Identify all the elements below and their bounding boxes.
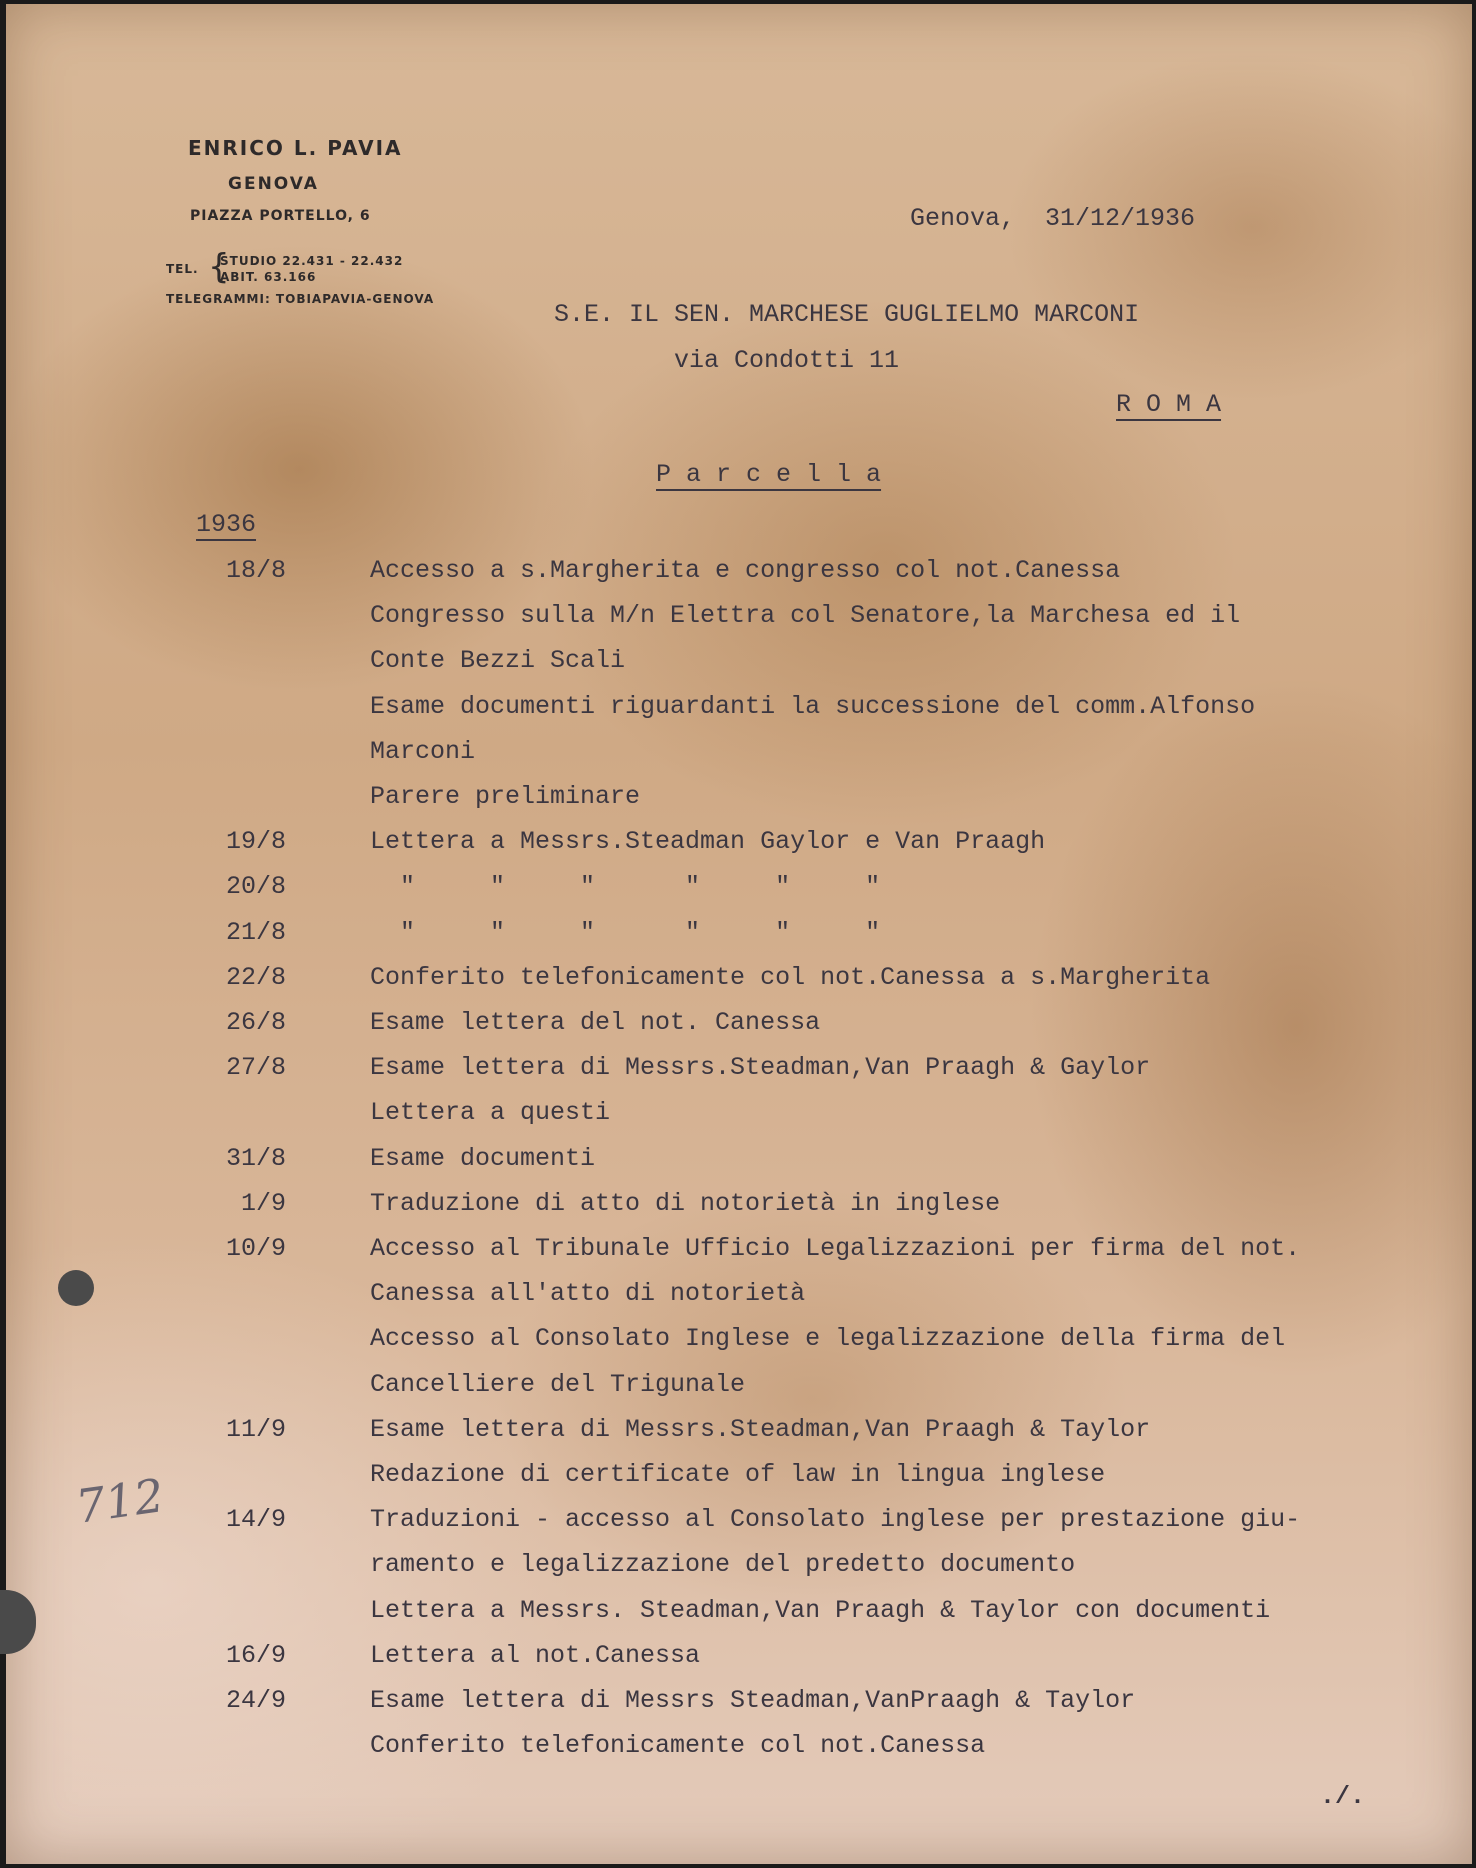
entry-text: Accesso a s.Margherita e congresso col not.Canessa [370,556,1121,585]
entry-text: Accesso al Tribunale Ufficio Legalizzazioni per firma del not. [370,1234,1301,1263]
pencil-note: 712 [72,1468,168,1534]
entry-date: 18/8 [225,556,286,585]
entry-text: Lettera a Messrs. Steadman,Van Praagh & Taylor con documenti [370,1596,1271,1625]
entry-text: Marconi [370,737,476,766]
entry-text: Canessa all'atto di notorietà [370,1279,806,1308]
entry-date: 26/8 [225,1008,286,1037]
letterhead-city: GENOVA [228,174,319,194]
letterhead-brace-icon: { [208,247,231,287]
entry-text: Cancelliere del Trigunale [370,1370,746,1399]
entry-date: 22/8 [225,963,286,992]
entry-text: Lettera al not.Canessa [370,1641,701,1670]
entry-text: Traduzioni - accesso al Consolato inglese per prestazione giu- [370,1505,1301,1534]
entry-date: 20/8 [225,872,286,901]
document-title: P a r c e l l a [656,460,882,489]
entry-text: Accesso al Consolato Inglese e legalizzazione della firma del [370,1324,1286,1353]
entry-text: Conferito telefonicamente col not.Canessa [370,1731,986,1760]
punch-hole-top [58,1270,94,1306]
entry-date: 21/8 [225,918,286,947]
entry-date: 27/8 [225,1053,286,1082]
entry-text: Parere preliminare [370,782,641,811]
entry-text: Conte Bezzi Scali [370,646,626,675]
year-heading: 1936 [196,510,257,539]
entry-date: 14/9 [225,1505,286,1534]
entry-text: " " " " " " [370,918,881,947]
entry-text: Conferito telefonicamente col not.Canessa a s.Margherita [370,963,1211,992]
entry-text: Esame lettera di Messrs Steadman,VanPraagh & Taylor [370,1686,1136,1715]
entry-date: 16/9 [225,1641,286,1670]
entry-date: 19/8 [225,827,286,856]
entry-date: 24/9 [225,1686,286,1715]
entry-text: Congresso sulla M/n Elettra col Senatore,la Marchesa ed il [370,601,1241,630]
recipient-city: R O M A [1116,390,1222,419]
entry-text: Traduzione di atto di notorietà in inglese [370,1189,1001,1218]
entry-text: " " " " " " [370,872,881,901]
place-date: Genova, 31/12/1936 [910,204,1196,233]
entry-date: 1/9 [240,1189,286,1218]
recipient-name: S.E. IL SEN. MARCHESE GUGLIELMO MARCONI [554,300,1140,329]
entry-date: 31/8 [225,1144,286,1173]
entry-text: Lettera a Messrs.Steadman Gaylor e Van Praagh [370,827,1046,856]
entry-text: ramento e legalizzazione del predetto documento [370,1550,1076,1579]
entry-text: Lettera a questi [370,1098,611,1127]
entry-text: Esame lettera di Messrs.Steadman,Van Praagh & Gaylor [370,1053,1151,1082]
entry-date: 10/9 [225,1234,286,1263]
punch-hole-bottom [0,1590,36,1654]
entry-date: 11/9 [225,1415,286,1444]
document-page [6,4,1472,1864]
letterhead-tel-label: TEL. [166,262,199,276]
letterhead-home-phone: ABIT. 63.166 [220,270,317,284]
entry-text: Redazione di certificate of law in lingua inglese [370,1460,1106,1489]
recipient-street: via Condotti 11 [674,346,900,375]
letterhead-telegrams: TELEGRAMMI: TOBIAPAVIA-GENOVA [166,292,435,306]
letterhead-address: PIAZZA PORTELLO, 6 [190,208,371,224]
entry-text: Esame documenti [370,1144,596,1173]
continuation-mark: ./. [1320,1782,1366,1811]
entry-text: Esame documenti riguardanti la successione del comm.Alfonso [370,692,1256,721]
letterhead-name: ENRICO L. PAVIA [188,136,403,160]
entry-text: Esame lettera del not. Canessa [370,1008,821,1037]
entry-text: Esame lettera di Messrs.Steadman,Van Praagh & Taylor [370,1415,1151,1444]
letterhead-studio-phone: STUDIO 22.431 - 22.432 [220,254,404,268]
